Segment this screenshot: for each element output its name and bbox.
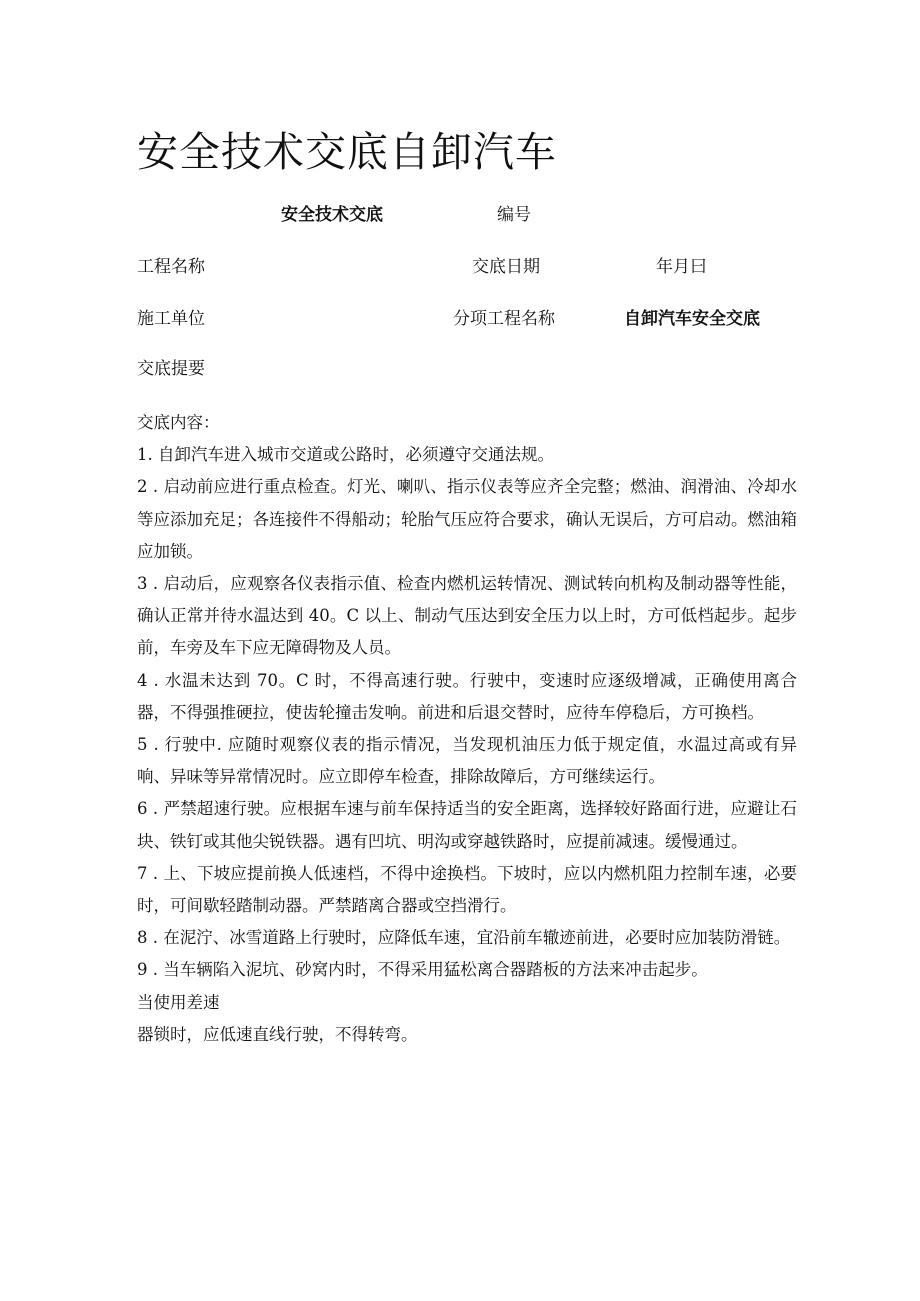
content-item: 1. 自卸汽车进入城市交道或公路时，必须遵守交通法规。 [137,445,554,465]
content-body [137,407,797,1051]
summary-label: 交底提要 [137,359,205,379]
content-item: 7 . 上、下坡应提前换人低速档，不得中途换档。下坡时，应以内燃机阻力控制车速，必要时，可间歇轻踏制动器。严禁踏离合器或空挡滑行。 [137,863,797,916]
date-value: 年月曰 [656,257,707,277]
sub-project-value: 自卸汽车安全交底 [624,309,760,329]
content-heading: 交底内容： [137,413,220,432]
content-item: 3 . 启动后，应观察各仪表指示值、检查内燃机运转情况、测试转向机构及制动器等性能，确认正常并待水温达到 40。C 以上、制动气压达到安全压力以上时，方可低档起步。起步前，车旁及车下应无障碍物及人员。 [137,574,797,658]
date-label: 交底日期 [472,257,540,277]
content-item: 9 . 当车辆陷入泥坑、砂窝内时，不得采用猛松离合器踏板的方法来冲击起步。 [137,960,708,980]
doc-type-label: 安全技术交底 [281,205,383,225]
document-title: 安全技术交底自卸汽车 [137,128,557,176]
project-name-label: 工程名称 [137,257,205,277]
content-item: 5 . 行驶中. 应随时观察仪表的指示情况，当发现机油压力低于规定值，水温过高或有异响、异味等异常情况时。应立即停车检查，排除故障后，方可继续运行。 [137,735,797,787]
content-item: 当使用差速 [137,992,220,1012]
content-item: 8 . 在泥泞、冰雪道路上行驶时，应降低车速，宜沿前车辙迹前进，必要时应加装防滑链。 [137,928,791,948]
content-item: 器锁时，应低速直线行驶，不得转弯。 [137,1024,418,1044]
content-item: 2 . 启动前应进行重点检查。灯光、喇叭、指示仪表等应齐全完整；燃油、润滑油、冷却水等应添加充足；各连接件不得船动；轮胎气压应符合要求，确认无误后，方可启动。燃油箱应加锁。 [137,477,797,561]
sub-project-label: 分项工程名称 [453,309,555,329]
unit-label: 施工单位 [137,309,205,329]
content-item: 6 . 严禁超速行驶。应根据车速与前车保持适当的安全距离，选择较好路面行进，应避让石块、铁钉或其他尖锐铁器。遇有凹坑、明沟或穿越铁路时，应提前减速。缓慢通过。 [137,799,797,851]
content-item: 4 . 水温未达到 70。C 时，不得高速行驶。行驶中，变速时应逐级增减，正确使用离合器，不得强推硬拉，使齿轮撞击发响。前进和后退交替时，应待车停稳后，方可换档。 [137,670,797,722]
number-label: 编号 [497,205,531,225]
